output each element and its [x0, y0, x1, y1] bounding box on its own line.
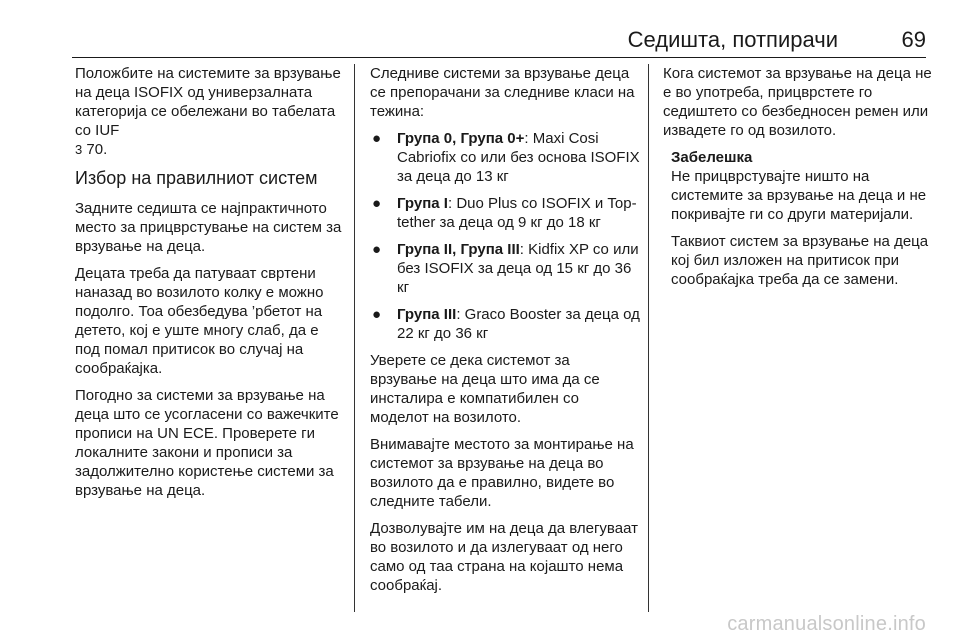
page-reference: 70. [82, 141, 108, 158]
paragraph-mounting: Внимавајте местото за монтирање на системот за врзување на деца во возилото да е правилно, видете во следните табели. [370, 436, 634, 510]
isofix-positions-paragraph: Положбите на системите за врзување на деца ISOFIX од универзалната категорија се обележани во табелата со IUF 3 70. [75, 65, 341, 158]
bullet-icon: ● [372, 195, 382, 212]
paragraph-not-in-use: Кога системот за врзување на деца не е во употреба, прицврстете го седиштето со безбедносен ремен или извадете го од возилото. [663, 65, 932, 139]
bullet-icon: ● [372, 241, 382, 258]
page-number: 69 [901, 27, 926, 52]
list-item: ● Група III: Graco Booster за деца од 22 кг до 36 кг [372, 306, 640, 342]
recommended-systems-list [370, 129, 640, 343]
paragraph-recommended-intro: Следниве системи за врзување деца се препорачани за следниве класи на тежина: [370, 65, 635, 120]
column-divider [354, 64, 355, 612]
note-title: Забелешка [671, 149, 753, 166]
note-paragraph: Таквиот систем за врзување на деца кој бил изложен на притисок при сообраќајка треба да се замени. [671, 233, 929, 288]
paragraph-rear-seats: Задните седишта се најпрактичното место за прицврстување на систем за врзување на деца. [75, 200, 342, 255]
note-box [663, 148, 933, 289]
bullet-icon: ● [372, 306, 382, 323]
paragraph-compatibility: Уверете се дека системот за врзување на деца што има да се инсталира е компатибилен со моделот на возилото. [370, 352, 600, 426]
watermark: carmanualsonline.info [727, 613, 926, 635]
column-divider [648, 64, 649, 612]
list-item: ● Група 0, Група 0+: Maxi Cosi Cabriofix со или без основа ISOFIX за деца до 13 кг [372, 130, 640, 185]
column-3 [663, 64, 933, 297]
column-2 [370, 64, 640, 603]
column-1 [75, 64, 345, 508]
section-title: Седишта, потпирачи [627, 27, 838, 52]
bullet-icon: ● [372, 130, 382, 147]
paragraph-regulations: Погодно за системи за врзување на деца што се усогласени со важечките прописи на UN ECE. Проверете ги локалните закони и прописи за задолжително користење системи за врзување на деца. [75, 387, 339, 499]
section-heading: Избор на правилниот систем [75, 168, 318, 188]
header-rule [72, 57, 926, 58]
list-item: ● Група I: Duo Plus со ISOFIX и Top-tether за деца од 9 кг до 18 кг [372, 195, 637, 231]
list-item: ● Група II, Група III: Kidfix XP со или без ISOFIX за деца од 15 кг до 36 кг [372, 241, 639, 296]
note-paragraph: Не прицврстувајте ништо на системите за врзување на деца и не покривајте ги со други материјали. [671, 168, 927, 223]
paragraph-traffic-side: Дозволувајте им на деца да влегуваат во возилото и да излегуваат од него само од таа страна на којашто нема сообраќај. [370, 520, 638, 594]
page-header [0, 0, 960, 56]
arrow-ref-icon: 3 [75, 142, 83, 157]
paragraph-rear-facing: Децата треба да патуваат свртени наназад во возилото колку е можно подолго. Тоа обезбедува ’рбетот на детето, кој е уште многу слаб, да е под помал притисок во случај на сообраќајка. [75, 265, 324, 377]
